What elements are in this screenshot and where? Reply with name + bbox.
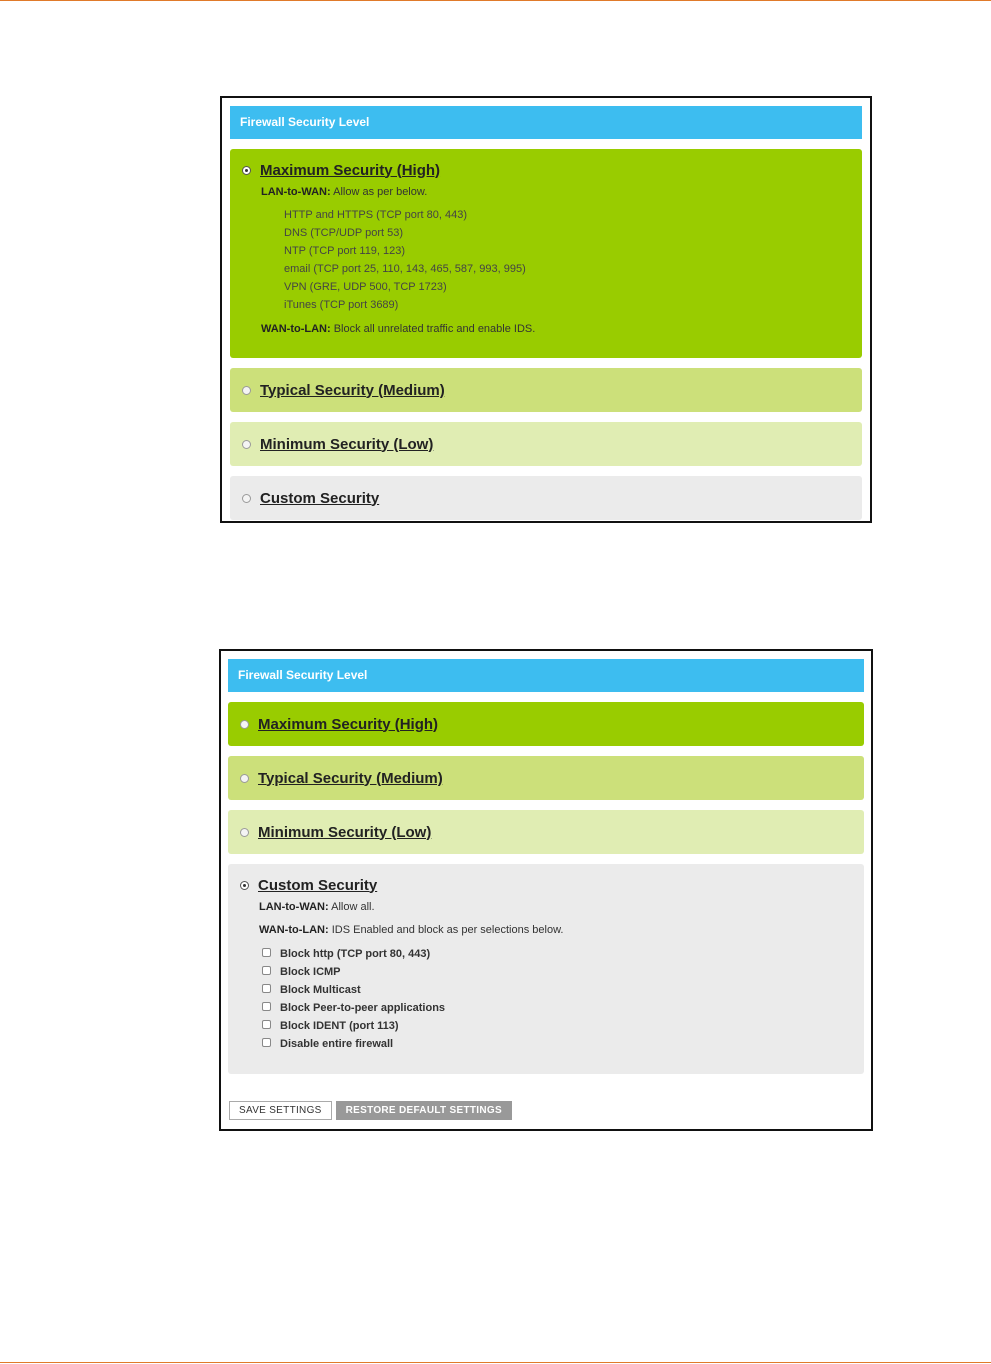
- service-item: iTunes (TCP port 3689): [284, 299, 399, 311]
- restore-default-settings-button[interactable]: RESTORE DEFAULT SETTINGS: [336, 1101, 512, 1120]
- radio-maximum-security[interactable]: [240, 720, 249, 729]
- checkbox-block-ident[interactable]: [262, 1020, 271, 1029]
- wan-to-lan-line: [261, 321, 852, 337]
- lan-to-wan-text: Allow all.: [328, 901, 375, 913]
- service-item: HTTP and HTTPS (TCP port 80, 443): [284, 209, 467, 221]
- panel-header: Firewall Security Level: [228, 659, 864, 692]
- firewall-panel-custom: [219, 649, 873, 1131]
- checkbox-block-icmp[interactable]: [262, 966, 271, 975]
- checkbox-row[interactable]: [259, 981, 854, 999]
- checkbox-block-p2p[interactable]: [262, 1002, 271, 1011]
- service-item: email (TCP port 25, 110, 143, 465, 587, 993, 995): [284, 263, 526, 275]
- option-title[interactable]: Typical Security (Medium): [258, 769, 443, 787]
- checkbox-row[interactable]: [259, 1035, 854, 1053]
- checkbox-label[interactable]: Block Multicast: [280, 984, 361, 996]
- checkbox-label[interactable]: Disable entire firewall: [280, 1038, 394, 1050]
- radio-typical-security[interactable]: [240, 774, 249, 783]
- option-custom-security[interactable]: [228, 864, 864, 1074]
- lan-to-wan-line: [259, 899, 854, 915]
- option-title[interactable]: Custom Security: [258, 876, 378, 894]
- checkbox-label[interactable]: Block ICMP: [280, 966, 341, 978]
- checkbox-block-multicast[interactable]: [262, 984, 271, 993]
- panel-header: Firewall Security Level: [230, 106, 862, 139]
- option-custom-security[interactable]: [230, 476, 862, 520]
- checkbox-label[interactable]: Block IDENT (port 113): [280, 1020, 399, 1032]
- wan-to-lan-text: Block all unrelated traffic and enable IDS.: [330, 323, 536, 335]
- option-title[interactable]: Minimum Security (Low): [258, 823, 432, 841]
- option-title[interactable]: Maximum Security (High): [258, 715, 439, 733]
- option-title[interactable]: Custom Security: [260, 489, 380, 507]
- checkbox-row[interactable]: [259, 999, 854, 1017]
- bottom-rule: [0, 1362, 991, 1363]
- option-maximum-security[interactable]: [228, 702, 864, 746]
- option-maximum-security[interactable]: [230, 149, 862, 358]
- checkbox-label[interactable]: Block http (TCP port 80, 443): [280, 948, 431, 960]
- checkbox-row[interactable]: [259, 963, 854, 981]
- wan-to-lan-line: [259, 922, 854, 938]
- checkbox-list: [259, 945, 854, 1053]
- button-row: [229, 1101, 512, 1120]
- option-typical-security[interactable]: [228, 756, 864, 800]
- top-rule: [0, 0, 991, 1]
- wan-to-lan-label: WAN-to-LAN:: [261, 323, 331, 335]
- radio-minimum-security[interactable]: [242, 440, 251, 449]
- option-title[interactable]: Minimum Security (Low): [260, 435, 434, 453]
- radio-typical-security[interactable]: [242, 386, 251, 395]
- radio-custom-security[interactable]: [242, 494, 251, 503]
- wan-to-lan-label: WAN-to-LAN:: [259, 924, 329, 936]
- radio-custom-security[interactable]: [240, 881, 249, 890]
- service-list: [261, 206, 852, 314]
- option-typical-security[interactable]: [230, 368, 862, 412]
- lan-to-wan-label: LAN-to-WAN:: [259, 901, 329, 913]
- checkbox-row[interactable]: [259, 945, 854, 963]
- firewall-panel-high: [220, 96, 872, 523]
- lan-to-wan-line: [261, 184, 852, 200]
- lan-to-wan-text: Allow as per below.: [330, 186, 428, 198]
- service-item: VPN (GRE, UDP 500, TCP 1723): [284, 281, 447, 293]
- option-minimum-security[interactable]: [230, 422, 862, 466]
- wan-to-lan-text: IDS Enabled and block as per selections below.: [328, 924, 564, 936]
- lan-to-wan-label: LAN-to-WAN:: [261, 186, 331, 198]
- radio-maximum-security[interactable]: [242, 166, 251, 175]
- option-minimum-security[interactable]: [228, 810, 864, 854]
- option-detail: [242, 184, 852, 337]
- checkbox-block-http[interactable]: [262, 948, 271, 957]
- save-settings-button[interactable]: SAVE SETTINGS: [229, 1101, 332, 1120]
- radio-minimum-security[interactable]: [240, 828, 249, 837]
- option-title[interactable]: Maximum Security (High): [260, 161, 441, 179]
- option-title[interactable]: Typical Security (Medium): [260, 381, 445, 399]
- checkbox-label[interactable]: Block Peer-to-peer applications: [280, 1002, 446, 1014]
- service-item: NTP (TCP port 119, 123): [284, 245, 406, 257]
- checkbox-disable-firewall[interactable]: [262, 1038, 271, 1047]
- option-detail: [240, 899, 854, 1053]
- service-item: DNS (TCP/UDP port 53): [284, 227, 403, 239]
- checkbox-row[interactable]: [259, 1017, 854, 1035]
